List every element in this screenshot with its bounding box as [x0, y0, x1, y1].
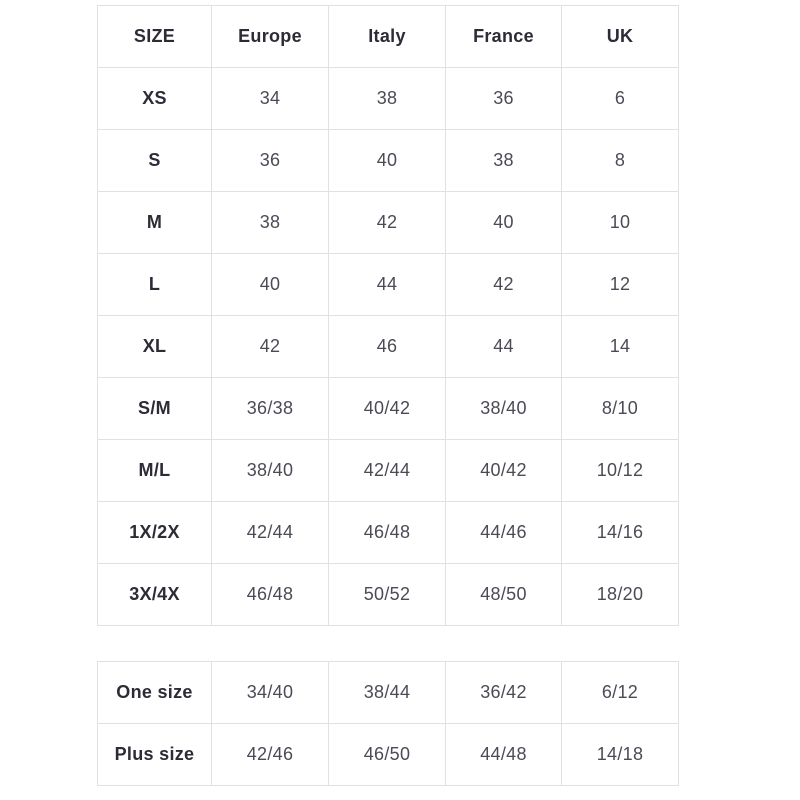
value-cell: 38/40 — [212, 440, 329, 502]
header-row — [98, 6, 679, 68]
table-row — [98, 564, 679, 626]
value-cell: 34/40 — [212, 662, 329, 724]
value-cell: 38/40 — [446, 378, 562, 440]
table-row — [98, 662, 679, 724]
value-cell: 42 — [212, 316, 329, 378]
value-cell: 8/10 — [562, 378, 679, 440]
value-cell: 44 — [329, 254, 446, 316]
value-cell: 46 — [329, 316, 446, 378]
size-label-cell: S/M — [98, 378, 212, 440]
value-cell: 38 — [446, 130, 562, 192]
column-header-uk: UK — [562, 6, 679, 68]
value-cell: 40 — [212, 254, 329, 316]
size-label-cell: M/L — [98, 440, 212, 502]
size-label-cell: Plus size — [98, 724, 212, 786]
table-row — [98, 316, 679, 378]
value-cell: 40/42 — [329, 378, 446, 440]
value-cell: 18/20 — [562, 564, 679, 626]
value-cell: 36/38 — [212, 378, 329, 440]
column-header-france: France — [446, 6, 562, 68]
special-size-table — [97, 661, 679, 786]
value-cell: 44 — [446, 316, 562, 378]
table-row — [98, 502, 679, 564]
table-row — [98, 440, 679, 502]
value-cell: 42/44 — [212, 502, 329, 564]
value-cell: 46/48 — [329, 502, 446, 564]
size-label-cell: XL — [98, 316, 212, 378]
value-cell: 46/50 — [329, 724, 446, 786]
value-cell: 42/44 — [329, 440, 446, 502]
value-cell: 50/52 — [329, 564, 446, 626]
table-row — [98, 68, 679, 130]
value-cell: 42 — [329, 192, 446, 254]
table-row — [98, 254, 679, 316]
value-cell: 10/12 — [562, 440, 679, 502]
value-cell: 44/48 — [446, 724, 562, 786]
value-cell: 36/42 — [446, 662, 562, 724]
size-label-cell: M — [98, 192, 212, 254]
value-cell: 6 — [562, 68, 679, 130]
value-cell: 42 — [446, 254, 562, 316]
size-label-cell: S — [98, 130, 212, 192]
value-cell: 14/18 — [562, 724, 679, 786]
table-row — [98, 724, 679, 786]
value-cell: 8 — [562, 130, 679, 192]
size-label-cell: 1X/2X — [98, 502, 212, 564]
value-cell: 36 — [446, 68, 562, 130]
size-label-cell: L — [98, 254, 212, 316]
value-cell: 40 — [446, 192, 562, 254]
value-cell: 38/44 — [329, 662, 446, 724]
size-label-cell: 3X/4X — [98, 564, 212, 626]
size-conversion-table — [97, 5, 679, 626]
size-chart-container — [97, 5, 678, 786]
column-header-italy: Italy — [329, 6, 446, 68]
value-cell: 40 — [329, 130, 446, 192]
value-cell: 12 — [562, 254, 679, 316]
table-row — [98, 378, 679, 440]
column-header-europe: Europe — [212, 6, 329, 68]
value-cell: 14/16 — [562, 502, 679, 564]
value-cell: 6/12 — [562, 662, 679, 724]
value-cell: 40/42 — [446, 440, 562, 502]
value-cell: 10 — [562, 192, 679, 254]
value-cell: 38 — [329, 68, 446, 130]
value-cell: 46/48 — [212, 564, 329, 626]
size-label-cell: One size — [98, 662, 212, 724]
table-row — [98, 130, 679, 192]
value-cell: 42/46 — [212, 724, 329, 786]
value-cell: 48/50 — [446, 564, 562, 626]
table-row — [98, 192, 679, 254]
column-header-size: SIZE — [98, 6, 212, 68]
value-cell: 34 — [212, 68, 329, 130]
value-cell: 36 — [212, 130, 329, 192]
value-cell: 14 — [562, 316, 679, 378]
special-size-rows — [98, 662, 679, 786]
size-label-cell: XS — [98, 68, 212, 130]
value-cell: 38 — [212, 192, 329, 254]
size-rows — [98, 68, 679, 626]
value-cell: 44/46 — [446, 502, 562, 564]
